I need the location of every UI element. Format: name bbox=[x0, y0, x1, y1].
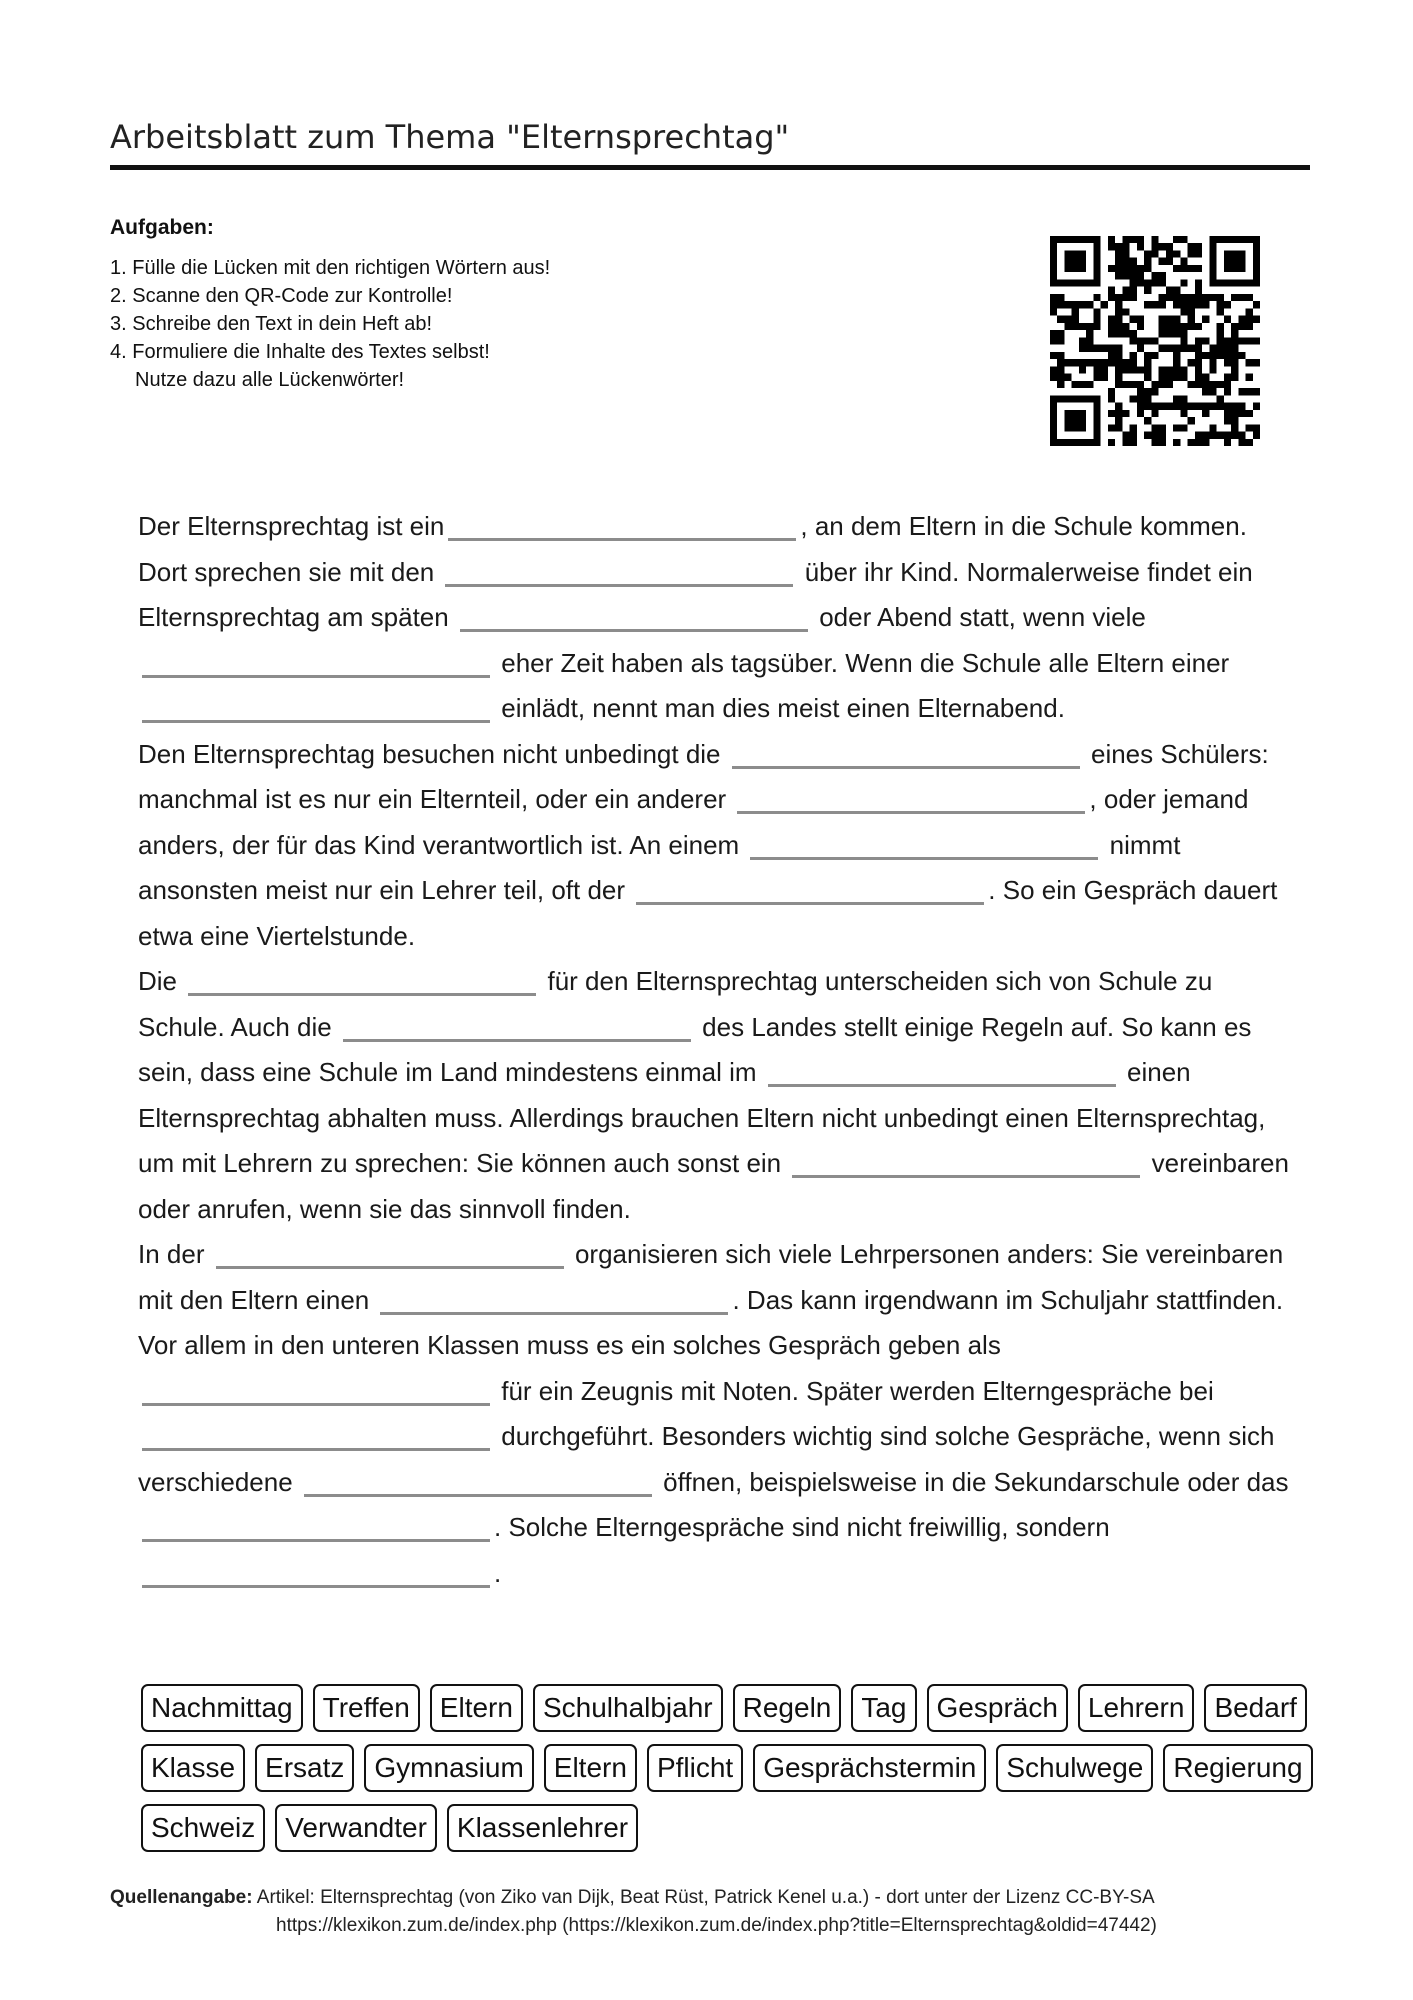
text-segment: einen Elternsprechtag abhalten muss. Allerdings brauchen Eltern nicht unbedingt einen Elternsprechtag, um mit Lehrern zu sprechen: Sie können auch sonst ein bbox=[138, 1057, 1266, 1178]
source-citation bbox=[110, 1884, 1157, 1940]
blank-field[interactable] bbox=[142, 1377, 490, 1406]
paragraph-1 bbox=[138, 504, 1298, 732]
blank-field[interactable] bbox=[343, 1013, 691, 1042]
text-segment: , an dem Eltern in die Schule kommen. Dort sprechen sie mit den bbox=[138, 511, 1247, 587]
text-segment: oder Abend statt, wenn viele bbox=[819, 602, 1146, 632]
task-item: 1. Fülle die Lücken mit den richtigen Wörtern aus! bbox=[110, 257, 551, 279]
word-chip[interactable]: Eltern bbox=[430, 1684, 523, 1732]
blank-field[interactable] bbox=[142, 1422, 490, 1451]
word-chip[interactable]: Schulhalbjahr bbox=[533, 1684, 723, 1732]
paragraph-4 bbox=[138, 1232, 1298, 1596]
word-chip[interactable]: Treffen bbox=[313, 1684, 420, 1732]
word-chip[interactable]: Schweiz bbox=[141, 1804, 265, 1852]
text-segment: öffnen, beispielsweise in die Sekundarschule oder das bbox=[663, 1466, 1289, 1497]
text-segment: . Solche Elterngespräche sind nicht freiwillig, sondern bbox=[494, 1512, 1110, 1542]
task-item: 4. Formuliere die Inhalte des Textes selbst! bbox=[110, 341, 490, 363]
text-segment: über ihr Kind. Normalerweise findet ein Elternsprechtag am späten bbox=[138, 556, 1253, 632]
tasks-heading: Aufgaben: bbox=[110, 216, 214, 239]
text-segment: für ein Zeugnis mit Noten. Später werden Elterngespräche bei bbox=[501, 1375, 1214, 1406]
text-segment: . So ein Gespräch dauert etwa eine Viertelstunde. bbox=[138, 875, 1278, 951]
text-segment: Die bbox=[138, 966, 178, 996]
blank-field[interactable] bbox=[732, 740, 1080, 769]
blank-field[interactable] bbox=[636, 876, 984, 905]
text-segment: . Das kann irgendwann im Schuljahr stattfinden. Vor allem in den unteren Klassen muss es ein solches Gespräch geben als bbox=[138, 1284, 1284, 1360]
word-chip[interactable]: Regierung bbox=[1163, 1744, 1312, 1792]
task-item-continuation: Nutze dazu alle Lückenwörter! bbox=[135, 369, 405, 391]
source-label: Quellenangabe: bbox=[110, 1887, 253, 1908]
source-url[interactable]: https://klexikon.zum.de/index.php (https://klexikon.zum.de/index.php?title=Elternsprechtag&oldid=47442) bbox=[276, 1915, 1157, 1936]
blank-field[interactable] bbox=[142, 649, 490, 678]
blank-field[interactable] bbox=[460, 603, 808, 632]
task-item: 2. Scanne den QR-Code zur Kontrolle! bbox=[110, 285, 453, 307]
word-chip[interactable]: Nachmittag bbox=[141, 1684, 303, 1732]
worksheet-title: Arbeitsblatt zum Thema "Elternsprechtag" bbox=[110, 118, 790, 156]
word-chip[interactable]: Schulwege bbox=[996, 1744, 1153, 1792]
text-segment: einlädt, nennt man dies meist einen Elternabend. bbox=[501, 693, 1065, 723]
blank-field[interactable] bbox=[216, 1240, 564, 1269]
text-segment: In der bbox=[138, 1239, 205, 1269]
blank-field[interactable] bbox=[142, 1559, 490, 1588]
task-item: 3. Schreibe den Text in dein Heft ab! bbox=[110, 313, 433, 335]
word-chip[interactable]: Pflicht bbox=[647, 1744, 743, 1792]
qr-code-icon[interactable] bbox=[1050, 236, 1260, 446]
blank-field[interactable] bbox=[445, 558, 793, 587]
word-chip[interactable]: Ersatz bbox=[255, 1744, 354, 1792]
text-segment: des Landes stellt einige Regeln auf. So kann es sein, dass eine Schule im Land mindestens einmal im bbox=[138, 1011, 1252, 1087]
title-underline bbox=[110, 165, 1310, 170]
text-segment: nimmt ansonsten meist nur ein Lehrer teil, oft der bbox=[138, 829, 1181, 905]
word-chip[interactable]: Klasse bbox=[141, 1744, 245, 1792]
blank-field[interactable] bbox=[304, 1468, 652, 1497]
blank-field[interactable] bbox=[768, 1058, 1116, 1087]
blank-field[interactable] bbox=[737, 785, 1085, 814]
word-chip[interactable]: Klassenlehrer bbox=[447, 1804, 638, 1852]
paragraph-3 bbox=[138, 959, 1298, 1232]
blank-field[interactable] bbox=[142, 1513, 490, 1542]
blank-field[interactable] bbox=[750, 831, 1098, 860]
text-segment: eines Schülers: manchmal ist es nur ein Elternteil, oder ein anderer bbox=[138, 738, 1269, 814]
word-chip[interactable]: Eltern bbox=[544, 1744, 637, 1792]
text-segment: Der Elternsprechtag ist ein bbox=[138, 511, 445, 541]
text-segment: Den Elternsprechtag besuchen nicht unbedingt die bbox=[138, 738, 721, 769]
word-chip[interactable]: Regeln bbox=[733, 1684, 842, 1732]
text-segment: durchgeführt. Besonders wichtig sind solche Gespräche, wenn sich verschiedene bbox=[138, 1421, 1275, 1497]
cloze-text bbox=[138, 504, 1298, 1596]
word-chip[interactable]: Lehrern bbox=[1078, 1684, 1195, 1732]
blank-field[interactable] bbox=[142, 694, 490, 723]
word-bank bbox=[141, 1684, 1321, 1852]
blank-field[interactable] bbox=[188, 967, 536, 996]
blank-field[interactable] bbox=[380, 1286, 728, 1315]
word-chip[interactable]: Tag bbox=[851, 1684, 916, 1732]
blank-field[interactable] bbox=[792, 1149, 1140, 1178]
text-segment: organisieren sich viele Lehrpersonen anders: Sie vereinbaren mit den Eltern einen bbox=[138, 1239, 1284, 1315]
text-segment: . bbox=[494, 1557, 502, 1588]
tasks-list bbox=[110, 254, 550, 394]
text-segment: eher Zeit haben als tagsüber. Wenn die Schule alle Eltern einer bbox=[501, 647, 1230, 678]
text-segment: , oder jemand anders, der für das Kind verantwortlich ist. An einem bbox=[138, 784, 1249, 860]
word-chip[interactable]: Gespräch bbox=[927, 1684, 1068, 1732]
word-chip[interactable]: Gesprächstermin bbox=[753, 1744, 986, 1792]
source-text: Artikel: Elternsprechtag (von Ziko van Dijk, Beat Rüst, Patrick Kenel u.a.) - dort unter der Lizenz CC-BY-SA bbox=[256, 1887, 1155, 1908]
blank-field[interactable] bbox=[448, 512, 796, 541]
word-chip[interactable]: Bedarf bbox=[1204, 1684, 1307, 1732]
text-segment: für den Elternsprechtag unterscheiden sich von Schule zu Schule. Auch die bbox=[138, 966, 1213, 1042]
paragraph-2 bbox=[138, 732, 1298, 960]
word-chip[interactable]: Gymnasium bbox=[364, 1744, 533, 1792]
word-chip[interactable]: Verwandter bbox=[275, 1804, 437, 1852]
text-segment: vereinbaren oder anrufen, wenn sie das sinnvoll finden. bbox=[138, 1148, 1289, 1224]
